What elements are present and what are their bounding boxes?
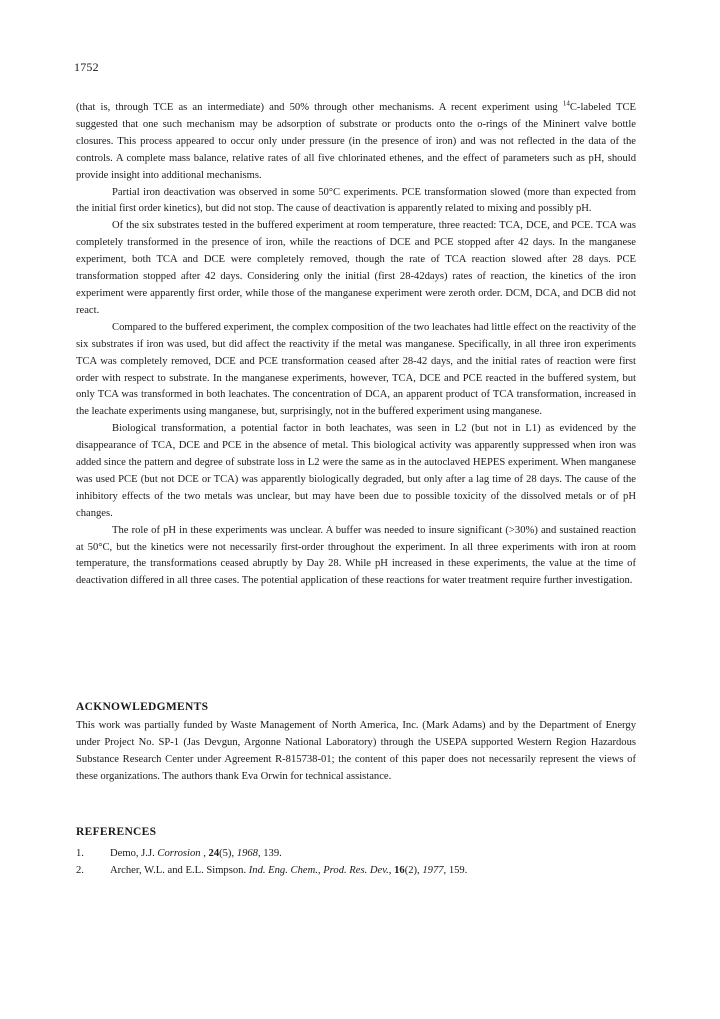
paragraph-4: Compared to the buffered experiment, the complex composition of the two leachates had little effect on the reactivity of the six substrates if iron was used, but did affect the reactivity if the metal was manganese. Specifically, in all three iron experiments TCA was completely removed, DCE and PCE transformation ceased after 28-42 days, and the initial rates of reaction were first order with respect to substrate. In the manganese experiments, however, TCA, DCE and PCE reacted in the buffered system, but only TCA was transformed in both leachates. The concentration of DCA, an apparent product of TCA transformation, increased in the leachate experiments using manganese, but, surprisingly, not in the buffered experiment using manganese. [76,321,636,418]
acknowledgments-text: This work was partially funded by Waste Management of North America, Inc. (Mark Adams) and by the Department of Energy under Project No. SP-1 (Jas Devgun, Argonne National Laboratory) through the USEPA supported Western Region Hazardous Substance Research Center under Agreement R-815738-01; the content of this paper does not necessarily represent the views of these organizations. The authors thank Eva Orwin for technical assistance. [76,720,636,782]
reference-text [110,862,467,879]
reference-issue: (2), [404,865,423,876]
isotope-superscript: 14 [562,99,570,108]
reference-journal: Ind. Eng. Chem., Prod. Res. Dev. [248,865,389,876]
reference-number: 1. [76,848,84,859]
reference-pages: , 139. [257,848,282,859]
reference-year: 1968 [236,848,258,859]
reference-item [76,845,636,862]
reference-separator: , [200,848,209,859]
references-heading: REFERENCES [76,826,157,838]
reference-journal: Corrosion [157,848,201,859]
reference-volume: 16 [394,865,405,876]
reference-volume: 24 [208,848,220,859]
reference-authors: Archer, W.L. and E.L. Simpson. [110,865,249,876]
paragraph-6: The role of pH in these experiments was unclear. A buffer was needed to insure significant (>30%) and sustained reaction at 50°C, but the kinetics were not necessarily first-order throughout the experiment. In all three experiments with iron at room temperature, the transformations ceased abruptly by Day 28. While pH increased in these experiments, the value at the time of deactivation differed in all three cases. The potential application of these reactions for water treatment require further investigation. [76,524,636,587]
reference-item [76,862,636,879]
paragraph-1-text-end: C-labeled TCE suggested that one such mechanism may be adsorption of substrate or products onto the o-rings of the Mininert valve bottle closures. This process appeared to occur only under pressure (in the presence of iron) and was not reflected in the data of the controls. A complete mass balance, relative rates of all five chlorinated ethenes, and the effect of parameters such as pH, should provide insight into additional mechanisms. [76,102,636,181]
paragraph-3: Of the six substrates tested in the buffered experiment at room temperature, three reacted: TCA, DCE, and PCE. TCA was completely transformed in the presence of iron, while the reactions of DCE and PCE stopped after 42 days. In the manganese experiment, both TCA and DCE were completely removed, though the rate of TCA reaction slowed after 28 days. PCE transformation stopped after 42 days. Considering only the initial (first 28-42days) rates of reaction, the kinetics of the iron experiment were apparently first order, while those of the manganese experiment were zeroth order. DCM, DCA, and DCB did not react. [76,220,636,316]
reference-issue: (5), [219,848,237,859]
paragraph-2: Partial iron deactivation was observed in some 50°C experiments. PCE transformation slowed (more than expected from the initial first order kinetics), but did not stop. The cause of deactivation is apparently related to mixing and possibly pH. [76,186,636,215]
reference-number: 2. [76,865,84,876]
paragraph-1-text-start: (that is, through TCE as an intermediate) and 50% through other mechanisms. A recent experiment using [76,102,563,113]
reference-text [110,845,282,862]
page-number: 1752 [74,60,99,74]
paragraph-5: Biological transformation, a potential factor in both leachates, was seen in L2 (but not in L1) as evidenced by the disappearance of TCA, DCE and PCE in the absence of metal. This biological activity was apparently suppressed when iron was added since the pattern and degree of substrate loss in L2 were the same as in the autoclaved HEPES experiment. When manganese was used PCE (but not DCE or TCA) was apparently biologically degraded, but only after a lag time of 28 days. The cause of the inhibitory effects of the two metals was unclear, but may have been due to possible toxicity of the dissolved metals or of pH changes. [76,423,636,519]
body-text [76,100,636,590]
acknowledgments-heading: ACKNOWLEDGMENTS [76,701,209,713]
reference-authors: Demo, J.J. [110,848,158,859]
reference-separator: , [388,865,395,876]
reference-pages: , 159. [443,865,468,876]
reference-year: 1977 [422,865,444,876]
references-list [76,845,636,879]
paragraph-1 [76,100,636,185]
